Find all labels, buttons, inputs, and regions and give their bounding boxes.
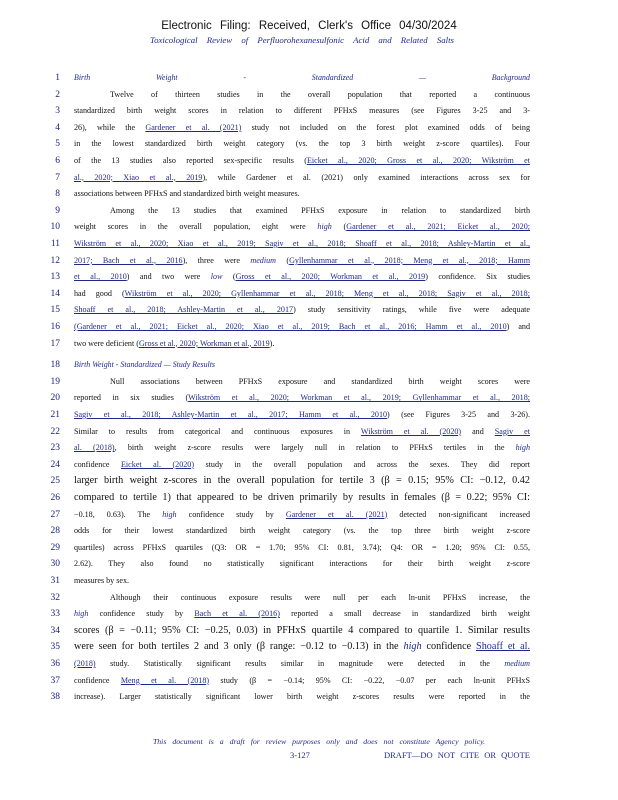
citation-link[interactable]: Gardener et al., 2021; Eicket al., 2020; xyxy=(346,222,530,232)
text-line xyxy=(0,608,618,620)
text-run: ( xyxy=(331,222,347,232)
line-text xyxy=(74,221,530,233)
text-run: study in the overall population and across the sexes. They did report xyxy=(194,459,530,469)
text-run: standardized birth weight scores in relation to different PFHxS measures (see Figures 3-25 and 3- xyxy=(74,106,530,116)
line-number: 36 xyxy=(50,659,60,669)
citation-link[interactable]: Wikström et al., 2020; Workman et al., 2019; Gyllenhammar et al., 2018; xyxy=(188,393,530,403)
filing-stamp: Electronic Filing: Received, Clerk's Office 04/30/2024 xyxy=(161,20,457,32)
text-line xyxy=(0,376,618,388)
text-run: study (β = −0.14; 95% CI: −0.22, −0.07 per each ln-unit PFHxS xyxy=(209,675,530,685)
line-text xyxy=(74,675,530,687)
line-number: 11 xyxy=(50,239,60,249)
citation-link[interactable]: Sagiv et xyxy=(494,426,530,436)
line-text xyxy=(74,475,530,487)
text-line xyxy=(0,89,618,101)
text-run: Similar to results from categorical and continuous exposures in xyxy=(74,426,361,436)
text-run: confidence xyxy=(74,459,121,469)
line-number: 7 xyxy=(55,172,60,183)
text-line xyxy=(0,288,618,300)
line-text xyxy=(74,575,530,587)
line-text xyxy=(110,89,530,101)
line-text xyxy=(110,592,530,604)
citation-link[interactable]: Wikström et al., 2020; Xiao et al., 2019; Sagiv et al., 2018; Shoaff et al., 2018; Ashley-Martin et al., xyxy=(74,239,530,248)
confidence-term: high xyxy=(403,641,422,653)
text-run: Among the 13 studies that examined PFHxS exposure in relation to standardized birth xyxy=(110,205,530,215)
citation-link[interactable]: Eicket al., 2020; Gross et al., 2020; Wikström et xyxy=(306,156,530,165)
text-line xyxy=(0,359,618,371)
line-number: 20 xyxy=(50,393,60,404)
section-heading: Birth Weight - Standardized — Background xyxy=(74,73,530,82)
text-run: Although their continuous exposure results were null per each ln-unit PFHxS increase, the xyxy=(110,592,530,602)
line-text xyxy=(74,138,530,150)
line-number: 19 xyxy=(50,376,60,387)
text-run: 2.62). They also found no statistically significant interactions for their birth weight z-score xyxy=(74,559,530,569)
line-number: 27 xyxy=(50,509,60,520)
line-number: 26 xyxy=(50,493,60,503)
confidence-term: high xyxy=(317,222,332,232)
text-line xyxy=(0,525,618,537)
text-run: reported a small decrease in standardized birth weight xyxy=(279,609,530,619)
text-line xyxy=(0,338,618,350)
citation-link[interactable]: Gross et al., 2020; Workman et al., 2019 xyxy=(138,338,270,348)
line-text xyxy=(74,72,530,84)
text-line xyxy=(0,304,618,316)
line-text xyxy=(74,492,530,504)
text-run: ), while Gardener et al. (2021) only examined interactions across sex for xyxy=(202,172,530,182)
citation-link[interactable]: (Gardener et al., 2021; Eicket al., 2020; Xiao et al., 2019; Bach et al., 2016; Hamm et al., 2010 xyxy=(74,322,507,331)
line-number: 10 xyxy=(50,222,60,233)
line-text xyxy=(74,625,530,637)
confidence-term: medium xyxy=(504,659,530,668)
line-number: 6 xyxy=(55,156,60,166)
line-text xyxy=(74,409,530,421)
text-line xyxy=(0,575,618,587)
page-header xyxy=(0,20,618,45)
text-run: detected non-significant increased xyxy=(387,509,530,519)
text-line xyxy=(0,475,618,487)
text-line xyxy=(0,592,618,604)
line-text xyxy=(74,255,530,267)
line-number: 22 xyxy=(50,426,60,437)
line-number: 21 xyxy=(50,410,60,420)
text-run: were seen for both tertiles 2 and 3 only (β range: −0.12 to −0.13) in the xyxy=(74,641,404,653)
line-text xyxy=(74,105,530,117)
text-run: , birth weight z-score results were largely null in relation to PFHxS tertiles in the xyxy=(114,443,516,453)
text-line xyxy=(0,122,618,134)
text-run: two were deficient ( xyxy=(74,338,139,348)
text-run: ( xyxy=(275,255,290,265)
citation-link[interactable]: (2018) xyxy=(74,659,96,668)
line-text xyxy=(74,155,530,167)
line-number: 13 xyxy=(50,272,60,283)
citation-link[interactable]: Eicket al. (2020) xyxy=(120,459,195,469)
citation-link[interactable]: al. (2018) xyxy=(74,443,115,453)
text-line xyxy=(0,321,618,333)
text-run: compared to tertile 1) that appeared to be driven primarily by results in females (β = 0.22; 95% CI: xyxy=(74,492,530,503)
text-line xyxy=(0,155,618,167)
page-number: 3-127 xyxy=(290,750,310,760)
line-text xyxy=(110,376,530,388)
text-line xyxy=(0,72,618,84)
line-text xyxy=(74,691,530,703)
text-run: of the 13 studies also reported sex-specific results ( xyxy=(74,156,307,165)
section-heading: Birth Weight - Standardized — Study Results xyxy=(74,360,216,370)
citation-link[interactable]: 2017; Bach et al., 2016 xyxy=(74,255,183,265)
line-number: 24 xyxy=(50,459,60,470)
line-text xyxy=(74,426,530,438)
citation-link[interactable]: Shoaff et al. xyxy=(476,641,530,653)
text-run: confidence xyxy=(74,675,121,685)
document-title: Toxicological Review of Perfluorohexanesulfonic Acid and Related Salts xyxy=(150,35,454,45)
text-line xyxy=(0,691,618,703)
citation-link[interactable]: Gyllenhammar et al., 2018; Meng et al., 2018; Hamm xyxy=(289,255,530,265)
text-line xyxy=(0,255,618,267)
text-line xyxy=(0,221,618,233)
line-number: 14 xyxy=(50,288,60,299)
text-line xyxy=(0,105,618,117)
text-run: ), three were xyxy=(182,255,251,265)
line-text xyxy=(74,658,530,670)
line-text xyxy=(74,172,530,184)
line-number: 4 xyxy=(55,122,60,133)
text-run: weight scores in the overall population, eight were xyxy=(74,222,318,232)
citation-link[interactable]: Wikström et al., 2020; Gyllenhammar et al., 2018; Meng et al., 2018; Sagiv et al., 2018; xyxy=(124,288,530,298)
line-number: 34 xyxy=(50,625,60,636)
citation-link[interactable]: Shoaff et al., 2018; Ashley-Martin et al., 2017 xyxy=(74,305,294,315)
citation-link[interactable]: Wikström et al. (2020) xyxy=(360,426,462,436)
draft-disclaimer: This document is a draft for review purposes only and does not constitute Agency policy. xyxy=(152,737,486,746)
text-run: ) and two were xyxy=(126,272,211,282)
text-run: Null associations between PFHxS exposure and standardized birth weight scores were xyxy=(110,376,530,386)
line-text xyxy=(74,238,530,250)
line-number: 38 xyxy=(50,692,60,703)
confidence-term: low xyxy=(210,272,223,282)
line-number: 12 xyxy=(50,255,60,266)
line-text xyxy=(74,392,530,404)
text-line xyxy=(0,625,618,637)
line-number: 18 xyxy=(50,360,60,371)
line-text xyxy=(74,542,530,554)
line-text xyxy=(74,558,530,570)
line-number: 16 xyxy=(50,322,60,332)
line-text xyxy=(74,525,530,537)
text-run: measures by sex. xyxy=(74,576,130,585)
text-run: ). xyxy=(269,338,275,348)
line-number: 32 xyxy=(50,592,60,603)
text-line xyxy=(0,238,618,250)
text-run: odds for their lowest standardized birth weight category (vs. the top three birth weight z-score xyxy=(74,526,530,536)
text-run: associations between PFHxS and standardized birth weight measures. xyxy=(74,189,300,199)
text-run: confidence xyxy=(421,641,477,653)
text-run: quartiles) across PFHxS quartiles (Q3: OR = 1.70; 95% CI: 0.81, 3.74); Q4: OR = 1.20; 95% CI: 0.55, xyxy=(74,542,530,552)
page-footer xyxy=(0,737,618,760)
citation-link[interactable]: et al., 2010 xyxy=(74,272,127,282)
text-run: 26), while the xyxy=(74,122,146,132)
text-run: ) (see Figures 3-25 and 3-26). xyxy=(387,410,530,419)
line-number: 15 xyxy=(50,305,60,316)
line-number: 9 xyxy=(55,205,60,216)
line-number: 35 xyxy=(50,642,60,653)
text-line xyxy=(0,509,618,521)
citation-link[interactable]: Gardener et al. (2021) xyxy=(285,509,388,519)
text-line xyxy=(0,542,618,554)
line-number: 29 xyxy=(50,542,60,553)
text-line xyxy=(0,172,618,184)
text-line xyxy=(0,558,618,570)
line-text xyxy=(74,608,530,620)
text-line xyxy=(0,641,618,653)
line-text xyxy=(74,338,530,350)
line-text xyxy=(74,304,530,316)
text-run: scores (β = −0.11; 95% CI: −0.25, 0.03) in PFHxS quartile 4 compared to quartile 1. Similar results xyxy=(74,624,530,636)
line-number: 33 xyxy=(50,609,60,620)
text-run: larger birth weight z-scores in the overall population for tertile 3 (β = 0.15; 95% CI: −0.12, 0.42 xyxy=(74,475,530,487)
text-line xyxy=(0,392,618,404)
text-run: Twelve of thirteen studies in the overall population that reported a continuous xyxy=(110,89,530,99)
line-number: 23 xyxy=(50,443,60,454)
text-run: in the lowest standardized birth weight category (vs. the top 3 birth weight z-score quartiles). Four xyxy=(74,139,530,149)
text-run: increase). Larger statistically significant lower birth weight z-scores results were reported in the xyxy=(74,692,530,702)
line-text xyxy=(74,188,530,200)
text-run: study. Statistically significant results similar in magnitude were detected in the xyxy=(95,659,505,668)
line-text xyxy=(74,509,530,521)
line-text xyxy=(74,122,530,134)
text-line xyxy=(0,271,618,283)
line-text xyxy=(74,442,530,454)
text-run: ) study sensitivity ratings, while five were adequate xyxy=(293,305,530,315)
citation-link[interactable]: al., 2020; Xiao et al., 2019 xyxy=(74,172,203,182)
confidence-term: high xyxy=(515,443,530,453)
text-line xyxy=(0,188,618,200)
confidence-term: medium xyxy=(250,255,276,265)
line-number: 37 xyxy=(50,675,60,686)
line-text xyxy=(74,641,530,653)
text-run: reported in six studies ( xyxy=(74,393,189,403)
line-text xyxy=(74,288,530,300)
text-run: confidence study by xyxy=(176,509,286,519)
line-number: 8 xyxy=(55,189,60,200)
line-number: 3 xyxy=(55,106,60,117)
line-text xyxy=(74,271,530,283)
text-run: ) and xyxy=(506,322,530,331)
text-run: confidence study by xyxy=(88,609,195,619)
text-line xyxy=(0,492,618,504)
text-run: −0.18, 0.63). The xyxy=(74,509,163,519)
citation-link[interactable]: Sagiv et al., 2018; Ashley-Martin et al., 2017; Hamm et al., 2010 xyxy=(74,410,388,419)
line-text xyxy=(74,459,530,471)
line-number: 2 xyxy=(55,89,60,100)
citation-link[interactable]: Gross et al., 2020; Workman et al., 2019 xyxy=(235,272,426,282)
text-line xyxy=(0,675,618,687)
line-number: 17 xyxy=(50,338,60,349)
citation-link[interactable]: Gardener et al. (2021) xyxy=(145,122,242,132)
text-line xyxy=(0,138,618,150)
line-text xyxy=(110,205,530,217)
text-run: ( xyxy=(222,272,236,282)
line-text xyxy=(74,321,530,333)
line-number: 25 xyxy=(50,476,60,487)
text-run: study not included on the forest plot examined odds of being xyxy=(241,122,530,132)
text-line xyxy=(0,426,618,438)
draft-notice: DRAFT—DO NOT CITE OR QUOTE xyxy=(384,750,530,760)
line-number: 31 xyxy=(50,576,60,586)
confidence-term: high xyxy=(162,509,177,519)
citation-link[interactable]: Meng et al. (2018) xyxy=(120,675,210,685)
line-text xyxy=(74,359,530,371)
text-line xyxy=(0,409,618,421)
text-line xyxy=(0,459,618,471)
text-run: had good ( xyxy=(74,288,125,298)
confidence-term: high xyxy=(74,609,89,619)
text-line xyxy=(0,205,618,217)
text-line xyxy=(0,658,618,670)
text-run: ) confidence. Six studies xyxy=(425,272,530,282)
citation-link[interactable]: Bach et al. (2016) xyxy=(194,609,280,619)
text-line xyxy=(0,442,618,454)
line-number: 30 xyxy=(50,559,60,570)
text-run: and xyxy=(461,426,495,436)
line-number: 28 xyxy=(50,526,60,537)
line-number: 1 xyxy=(55,73,60,83)
line-number: 5 xyxy=(55,139,60,150)
